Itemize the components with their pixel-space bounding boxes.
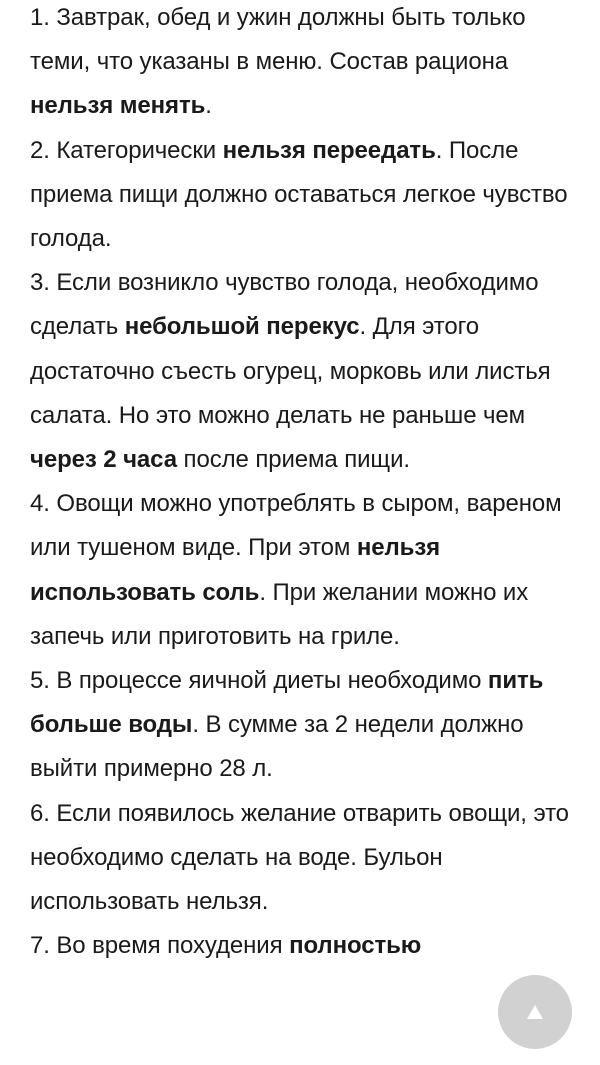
list-item	[30, 924, 586, 968]
list-item	[30, 129, 586, 262]
article-content	[30, 0, 586, 968]
item-text: . При желании можно их запечь или приготовить на гриле.	[30, 578, 529, 650]
item-text: . После приема пищи должно оставаться легкое чувство голода.	[30, 136, 568, 253]
item-bold-text: нельзя использовать соль	[30, 534, 441, 606]
list-item	[30, 261, 586, 482]
item-text: . В сумме за 2 недели должно выйти примерно 28 л.	[30, 711, 524, 783]
item-text: 4. Овощи можно употреблять в сыром, вареном или тушеном виде. При этом	[30, 490, 562, 562]
item-text: 1. Завтрак, обед и ужин должны быть только теми, что указаны в меню. Состав рациона	[30, 4, 526, 76]
item-bold-text: пить больше воды	[30, 667, 544, 739]
item-text: .	[205, 92, 212, 120]
list-item	[30, 482, 586, 659]
item-text: . Для этого достаточно съесть огурец, морковь или листья салата. Но это можно делать не раньше чем	[30, 313, 551, 429]
item-bold-text: нельзя переедать	[222, 136, 436, 164]
item-text: 3. Если возникло чувство голода, необходимо сделать	[30, 269, 539, 341]
scroll-to-top-button[interactable]	[498, 975, 572, 1049]
list-item	[30, 659, 586, 792]
item-text: 7. Во время похудения	[30, 932, 290, 960]
item-bold-text: небольшой перекус	[124, 313, 360, 341]
list-item	[30, 792, 586, 925]
item-text: после приема пищи.	[176, 446, 410, 474]
item-bold-text: полностью	[289, 932, 422, 960]
item-text: 2. Категорически	[30, 136, 223, 164]
item-text: 6. Если появилось желание отварить овощи, это необходимо сделать на воде. Бульон использовать нельзя.	[30, 799, 569, 916]
list-item	[30, 0, 586, 129]
triangle-up-icon	[526, 1004, 544, 1020]
item-bold-text: нельзя менять	[30, 92, 206, 120]
item-bold-text: через 2 часа	[30, 446, 177, 474]
item-text: 5. В процессе яичной диеты необходимо	[30, 667, 488, 695]
